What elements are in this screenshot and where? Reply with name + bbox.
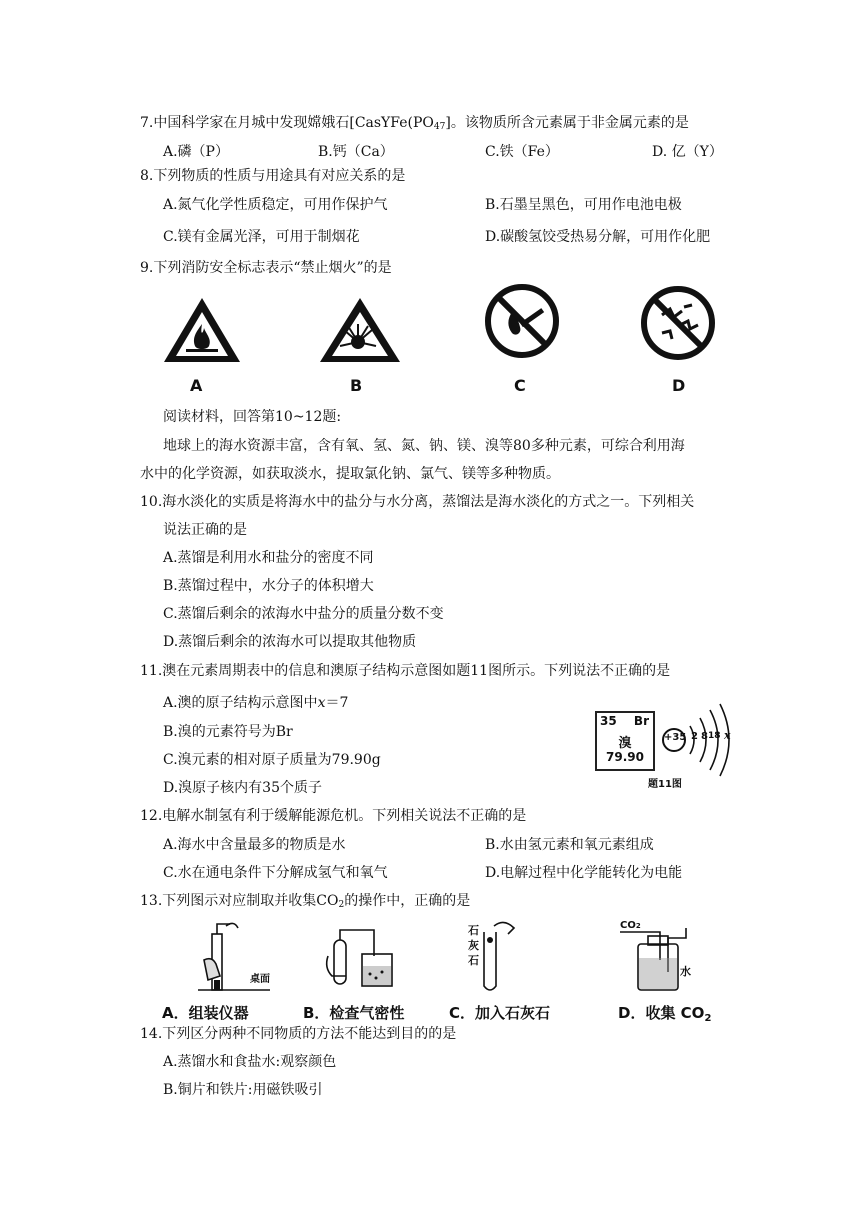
atom-shell-3: 18 — [708, 731, 721, 741]
atom-shell-4: x — [724, 729, 731, 742]
q13-label-b: B．检查气密性 — [303, 1004, 405, 1022]
q9-label-c: C — [514, 376, 526, 395]
q9-label-b: B — [350, 376, 363, 395]
flammable-sign-icon — [162, 296, 242, 364]
q7-option-d: D. 亿（Y） — [652, 144, 723, 160]
element-name: 溴 — [618, 736, 632, 751]
q11-option-b: B.溴的元素符号为Br — [163, 724, 293, 740]
q12-option-d: D.电解过程中化学能转化为电能 — [485, 865, 683, 881]
q11-stem: 11.澳在元素周期表中的信息和澳原子结构示意图如题11图所示。下列说法不正确的是 — [140, 663, 671, 679]
q7-option-a: A.磷（P） — [163, 144, 229, 160]
q10-option-b: B.蒸馏过程中，水分子的体积增大 — [163, 578, 374, 594]
q13-label-d: D．收集 $CO_2$ — [618, 1004, 712, 1024]
reading-line-2: 水中的化学资源，如获取淡水，提取氯化钠、氯气、镁等多种物质。 — [140, 466, 560, 482]
q10-stem-line-2: 说法正确的是 — [163, 522, 247, 538]
q12-option-b: B.水由氢元素和氧元素组成 — [485, 837, 654, 853]
atom-shell-2: 8 — [701, 731, 708, 742]
q7-option-c: C.铁（Fe） — [485, 144, 559, 160]
q10-stem-line-1: 10.海水淡化的实质是将海水中的盐分与水分离，蒸馏法是海水淡化的方式之一。下列相关 — [140, 494, 695, 510]
limestone-label-1: 石 — [468, 924, 479, 937]
q12-stem: 12.电解水制氢有利于缓解能源危机。下列相关说法不正确的是 — [140, 808, 527, 824]
element-mass: 79.90 — [606, 750, 644, 764]
reading-line-1: 地球上的海水资源丰富，含有氧、氢、氮、钠、镁、溴等80多种元素，可综合利用海 — [163, 438, 685, 454]
q14-option-a: A.蒸馏水和食盐水:观察颜色 — [163, 1054, 337, 1070]
water-label: 水 — [680, 965, 691, 978]
atom-nucleus-charge: +35 — [664, 732, 687, 743]
limestone-label-2: 灰 — [468, 939, 479, 952]
q11-option-a: A.澳的原子结构示意图中x＝7 — [163, 695, 349, 711]
q8-stem: 8.下列物质的性质与用途具有对应关系的是 — [140, 168, 406, 184]
q12-option-c: C.水在通电条件下分解成氢气和氧气 — [163, 865, 388, 881]
q12-option-a: A.海水中含量最多的物质是水 — [163, 837, 346, 853]
q13-label-a: A．组装仪器 — [162, 1004, 249, 1022]
limestone-label-3: 石 — [468, 954, 479, 967]
q9-stem: 9.下列消防安全标志表示“禁止烟火”的是 — [140, 260, 392, 276]
airtightness-check-figure — [322, 920, 402, 996]
q14-stem: 14.下列区分两种不同物质的方法不能达到目的的是 — [140, 1026, 457, 1042]
q11-figure-caption: 题11图 — [648, 779, 682, 790]
no-fireworks-sign-icon — [640, 285, 716, 361]
q14-option-b: B.铜片和铁片:用磁铁吸引 — [163, 1082, 323, 1098]
q8-option-b: B.石墨呈黑色，可用作电池电极 — [485, 197, 682, 213]
q11-option-d: D.溴原子核内有35个质子 — [163, 780, 322, 796]
q8-option-c: C.镁有金属光泽，可用于制烟花 — [163, 229, 360, 245]
atom-shell-1: 2 — [691, 731, 698, 742]
q10-option-a: A.蒸馏是利用水和盐分的密度不同 — [163, 550, 374, 566]
element-symbol: Br — [633, 714, 649, 728]
co2-label: CO2 — [620, 920, 641, 931]
q8-option-d: D.碳酸氢饺受热易分解，可用作化肥 — [485, 229, 711, 245]
q13-stem: 13.下列图示对应制取并收集$CO_2$的操作中，正确的是 — [140, 893, 471, 910]
q10-option-d: D.蒸馏后剩余的浓海水可以提取其他物质 — [163, 634, 417, 650]
no-fire-sign-icon — [484, 283, 560, 359]
collect-co2-figure — [616, 920, 696, 996]
q13-label-c: C．加入石灰石 — [449, 1004, 551, 1022]
element-atomic-number: 35 — [600, 714, 617, 728]
bromine-element-card — [595, 711, 655, 771]
q11-option-c: C.溴元素的相对原子质量为79.90g — [163, 752, 381, 768]
reading-intro: 阅读材料，回答第10~12题: — [163, 409, 342, 425]
explosive-sign-icon — [318, 296, 402, 364]
q8-option-a: A.氮气化学性质稳定，可用作保护气 — [163, 197, 388, 213]
desk-label: 桌面 — [250, 974, 270, 985]
q7-option-b: B.钙（Ca） — [318, 144, 394, 160]
q9-label-d: D — [672, 376, 686, 395]
q7-stem: 7.中国科学家在月城中发现嫦娥石[$CasYFe(PO_{47}]$。该物质所含元素属于非金属元素的是 — [140, 115, 689, 132]
q10-option-c: C.蒸馏后剩余的浓海水中盐分的质量分数不变 — [163, 606, 444, 622]
q9-label-a: A — [190, 376, 203, 395]
